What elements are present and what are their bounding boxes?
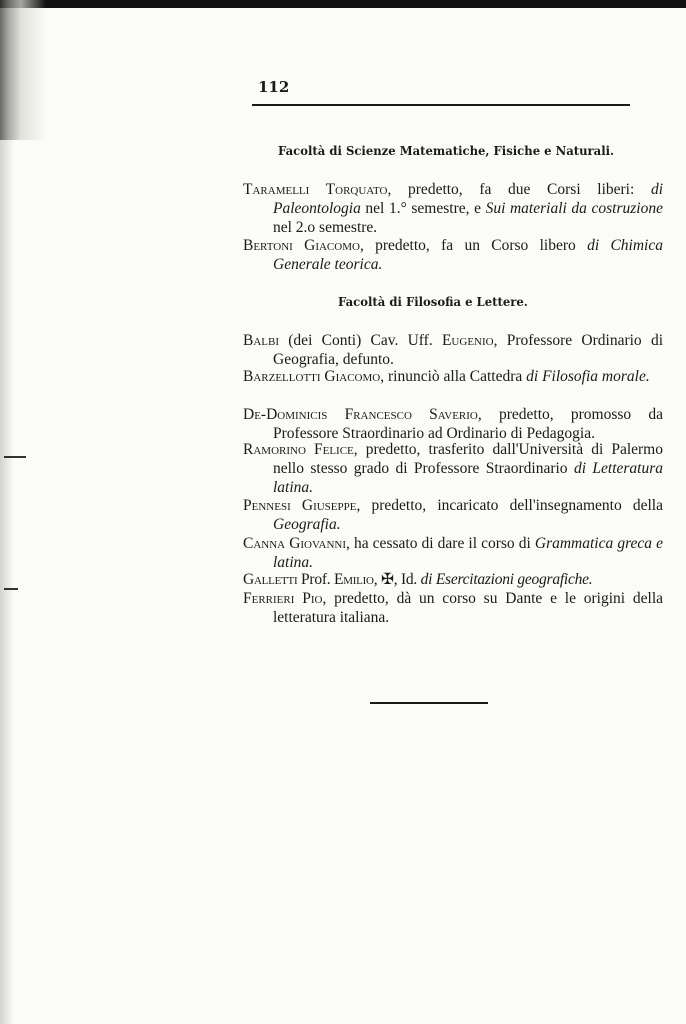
course-title: di Letteratura latina. (273, 460, 663, 496)
person-name: Ramorino Felice (243, 441, 354, 458)
entry-text: , predetto, trasferito dall'Università di Palermo nello stesso grado di Professore Straordinario (273, 441, 663, 477)
entry-text: , predetto, dà un corso su Dante e le origini della letteratura italiana. (273, 590, 664, 626)
entry-text: , rinunciò alla Cattedra (380, 368, 527, 385)
person-name: Taramelli Torquato (243, 181, 388, 198)
person-name: Galletti (243, 571, 298, 588)
person-name: Bertoni Giacomo (243, 237, 360, 254)
entry-barzellotti (243, 367, 663, 386)
entry-balbi (243, 331, 663, 369)
course-title: di Filosofia morale. (526, 368, 650, 385)
entry-pennesi (243, 496, 663, 534)
person-name: Pennesi Giuseppe (243, 497, 357, 514)
course-title: Grammatica greca e latina. (273, 535, 664, 571)
course-title: di Chimica Generale teorica. (273, 237, 663, 273)
binding-margin-shadow (0, 140, 14, 1024)
person-name: Ferrieri Pio (243, 590, 323, 607)
header-rule (252, 104, 630, 106)
entry-text: , predetto, fa due Corsi liberi: (387, 181, 651, 198)
entry-text: , predetto, incaricato dell'insegnamento della (356, 497, 663, 514)
entry-ramorino (243, 440, 663, 497)
page-number: 112 (258, 78, 290, 96)
entry-text: , ha cessato di dare il corso di (346, 535, 535, 552)
person-name: Barzellotti Giacomo (243, 368, 381, 385)
margin-mark (4, 456, 26, 458)
person-name: Balbi (243, 332, 280, 349)
entry-taramelli (243, 180, 663, 237)
entry-galletti (243, 570, 663, 589)
entry-text: (dei Conti) Cav. Uff. (279, 332, 442, 349)
course-title: di Esercitazioni geografiche. (420, 571, 593, 588)
entry-de-dominicis (243, 405, 663, 443)
entry-text: , predetto, promosso da Professore Straordinario ad Ordinario di Pedagogia. (273, 406, 664, 442)
entry-text: nel 1.° semestre, e (360, 200, 486, 217)
section-title-scienze: Facoltà di Scienze Matematiche, Fisiche e Naturali. (278, 143, 615, 158)
entry-text: , predetto, fa un Corso libero (359, 237, 588, 254)
course-title: Sui materiali da costruzione (485, 200, 663, 217)
entry-canna (243, 534, 663, 572)
entry-text: nel 2.o semestre. (273, 219, 378, 236)
scan-top-edge (0, 0, 686, 8)
entry-text: Prof. (297, 571, 334, 588)
entry-bertoni (243, 236, 663, 274)
margin-mark (4, 588, 18, 590)
course-title: di Paleontologia (273, 181, 664, 217)
person-name: Eugenio (441, 332, 494, 349)
entry-text: , ✠, Id. (373, 571, 421, 588)
entry-ferrieri (243, 589, 663, 627)
binding-shadow (0, 0, 46, 140)
section-title-filosofia: Facoltà di Filosofia e Lettere. (338, 294, 528, 309)
entry-text: , Professore Ordinario di Geografia, defunto. (273, 332, 663, 368)
person-name: Emilio (333, 571, 374, 588)
course-title: Geografia. (273, 516, 341, 533)
person-name: Canna Giovanni (243, 535, 347, 552)
person-name: De-Dominicis Francesco Saverio (243, 406, 478, 423)
end-rule (370, 702, 488, 704)
